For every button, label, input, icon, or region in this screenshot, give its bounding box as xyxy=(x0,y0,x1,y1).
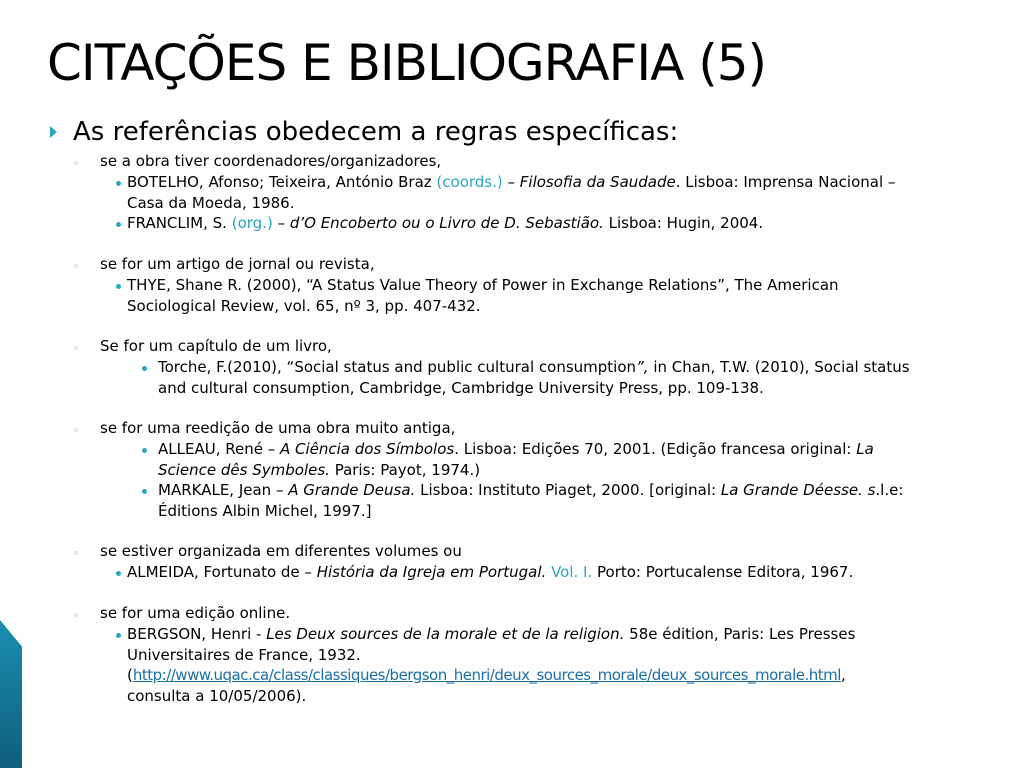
reference-title: A Grande Deusa. xyxy=(288,481,416,499)
section-reedition-heading: se for uma reedição de uma obra muito antiga, xyxy=(100,419,456,437)
reference-title: A Ciência dos Símbolos xyxy=(279,440,455,458)
reference-publisher: . Lisboa: Imprensa Nacional – xyxy=(675,173,896,191)
reference-line: THYE, Shane R. (2000), “A Status Value Theory of Power in Exchange Relations”, The American xyxy=(127,276,839,294)
reference-author: ALMEIDA, Fortunato de – xyxy=(127,563,317,581)
reference-original-place: .l.e: xyxy=(875,481,904,499)
dot-bullet-icon xyxy=(142,448,147,453)
reference-thye xyxy=(127,275,1007,316)
reference-line-cont: and cultural consumption, Cambridge, Cambridge University Press, pp. 109-138. xyxy=(158,378,764,397)
reference-title: d’O Encoberto ou o Livro de D. Sebastião. xyxy=(289,214,604,232)
circle-bullet-icon: ◦ xyxy=(73,547,80,560)
dot-bullet-icon xyxy=(116,571,121,576)
circle-bullet-icon: ◦ xyxy=(73,424,80,437)
dot-bullet-icon xyxy=(116,222,121,227)
dot-bullet-icon xyxy=(116,181,121,186)
circle-bullet-icon: ◦ xyxy=(73,609,80,622)
reference-url-link[interactable]: http://www.uqac.ca/class/classiques/bergson_henri/deux_sources_morale/deux_sources_morale.html xyxy=(132,666,841,684)
reference-author: MARKALE, Jean – xyxy=(158,481,289,499)
reference-line-cont: Universitaires de France, 1932. xyxy=(127,645,361,664)
reference-volume: Vol. I. xyxy=(551,563,593,581)
reference-line-cont: Sociological Review, vol. 65, nº 3, pp. 407-432. xyxy=(127,296,481,315)
slide-corner-decoration xyxy=(0,620,22,768)
reference-publisher: 58e édition, Paris: Les Presses xyxy=(624,625,856,643)
circle-bullet-icon: ◦ xyxy=(73,342,80,355)
section-online-heading: se for uma edição online. xyxy=(100,604,291,622)
dot-bullet-icon xyxy=(116,284,121,289)
reference-original-title-cont: Science dês Symboles. xyxy=(158,460,330,479)
reference-author: FRANCLIM, S. xyxy=(127,214,232,232)
reference-author: ALLEAU, René – xyxy=(158,440,280,458)
reference-publisher: . Lisboa: Edições 70, 2001. (Edição francesa original: xyxy=(454,440,857,458)
reference-original-title: La Grande Déesse. s xyxy=(720,481,876,499)
reference-torche xyxy=(158,357,1008,398)
reference-role: (org.) xyxy=(231,214,273,232)
reference-publisher: Porto: Portucalense Editora, 1967. xyxy=(592,563,854,581)
reference-alleau xyxy=(158,439,1008,480)
circle-bullet-icon: ◦ xyxy=(73,157,80,170)
reference-author: BOTELHO, Afonso; Teixeira, António Braz xyxy=(127,173,437,191)
reference-title: Les Deux sources de la morale et de la religion. xyxy=(266,625,625,643)
dot-bullet-icon xyxy=(142,489,147,494)
intro-text: As referências obedecem a regras específicas: xyxy=(73,117,679,147)
reference-publisher: Lisboa: Hugin, 2004. xyxy=(603,214,764,232)
reference-access-date: consulta a 10/05/2006). xyxy=(127,686,307,705)
reference-title: História da Igreja em Portugal. xyxy=(316,563,547,581)
reference-text-cont: in Chan, T.W. (2010), Social status xyxy=(648,358,910,376)
triangle-bullet-icon xyxy=(50,126,57,138)
circle-bullet-icon: ◦ xyxy=(73,260,80,273)
reference-publisher: Lisboa: Instituto Piaget, 2000. [original: xyxy=(415,481,721,499)
reference-title: Filosofia da Saudade xyxy=(519,173,676,191)
reference-bergson: BERGSON, Henri - Les Deux sources de la morale et de la religion. 58e édition, Paris: Les Presses Universitaires de France, 1932. (http://www.uqac.ca/class/classiques/bergson_henri/deux_sources_morale/deux_sources_morale.html, consulta a 10/05/2006). xyxy=(127,625,856,705)
section-chapter-heading: Se for um capítulo de um livro, xyxy=(100,337,332,355)
slide-title: CITAÇÕES E BIBLIOGRAFIA (5) xyxy=(47,34,767,92)
reference-almeida xyxy=(127,562,1007,583)
reference-line-cont: Éditions Albin Michel, 1997.] xyxy=(158,501,372,520)
reference-original-publisher: Paris: Payot, 1974.) xyxy=(329,460,481,479)
section-volumes-heading: se estiver organizada em diferentes volumes ou xyxy=(100,542,462,560)
section-article-heading: se for um artigo de jornal ou revista, xyxy=(100,255,375,273)
reference-original-title: La xyxy=(856,440,874,458)
reference-text: Torche, F.(2010), “Social status and public cultural consumption xyxy=(158,358,637,376)
reference-dash: – xyxy=(502,173,520,191)
reference-franclim xyxy=(127,213,1007,234)
dot-bullet-icon xyxy=(142,366,147,371)
reference-botelho xyxy=(127,172,1007,213)
reference-markale xyxy=(158,480,1008,521)
reference-dash: – xyxy=(272,214,290,232)
dot-bullet-icon xyxy=(116,633,121,638)
section-coordinators-heading: se a obra tiver coordenadores/organizadores, xyxy=(100,152,442,170)
reference-author: BERGSON, Henri - xyxy=(127,625,267,643)
reference-quote-close: ”, xyxy=(636,358,649,376)
reference-role: (coords.) xyxy=(436,173,503,191)
reference-publisher-cont: Casa da Moeda, 1986. xyxy=(127,193,295,212)
